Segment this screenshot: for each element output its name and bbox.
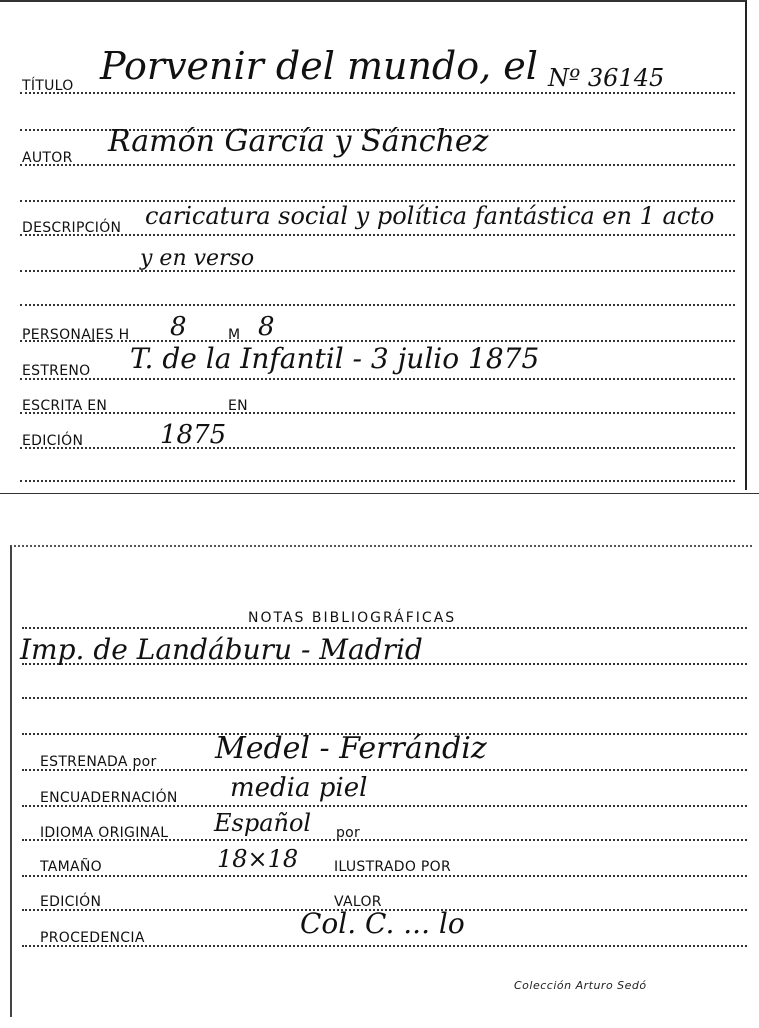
procedencia-value: Col. C. ... lo <box>300 907 465 940</box>
notas-value: Imp. de Landáburu - Madrid <box>20 633 423 666</box>
estreno-label: ESTRENO <box>22 363 91 379</box>
rule-autor <box>20 164 735 166</box>
personajes-m-label: M <box>228 327 241 343</box>
titulo-label: TÍTULO <box>22 78 74 94</box>
autor-value: Ramón García y Sánchez <box>108 124 489 159</box>
coleccion-stamp: Colección Arturo Sedó <box>514 979 647 992</box>
tamano-label: TAMAÑO <box>40 859 102 875</box>
numero-value: Nº 36145 <box>548 64 665 92</box>
card-separator <box>0 493 759 494</box>
idioma-label: IDIOMA ORIGINAL <box>40 825 169 841</box>
personajes-h-value: 8 <box>170 312 187 342</box>
rule-tamano <box>22 875 747 877</box>
rule-estreno <box>20 378 735 380</box>
rule-titulo <box>20 92 735 94</box>
descripcion-label: DESCRIPCIÓN <box>22 220 122 236</box>
personajes-m-value: 8 <box>258 312 275 342</box>
rule-blank-1 <box>22 697 747 699</box>
descripcion-value-line1: caricatura social y política fantástica en 1 acto <box>145 202 715 230</box>
encuadernacion-value: media piel <box>230 773 368 803</box>
estrenada-value: Medel - Ferrándiz <box>215 731 487 766</box>
descripcion-value-line2: y en verso <box>140 246 255 271</box>
valor-label: VALOR <box>334 894 382 910</box>
rule-escrita <box>20 412 735 414</box>
rule-notas <box>22 627 747 629</box>
rule-descripcion <box>20 234 735 236</box>
rule-bottom <box>20 480 735 482</box>
personajes-label: PERSONAJES H <box>22 327 130 343</box>
idioma-value: Español <box>214 809 312 837</box>
procedencia-label: PROCEDENCIA <box>40 930 145 946</box>
rule-edicion <box>20 447 735 449</box>
autor-label: AUTOR <box>22 150 73 166</box>
edicion-value: 1875 <box>160 420 227 450</box>
idioma-por-label: por <box>336 825 361 841</box>
catalog-card-top <box>0 0 747 490</box>
titulo-value: Porvenir del mundo, el <box>100 44 538 88</box>
escrita-label: ESCRITA EN <box>22 398 108 414</box>
rule-descripcion-2 <box>20 270 735 272</box>
estrenada-label: ESTRENADA por <box>40 754 157 770</box>
escrita-en-label: EN <box>228 398 248 414</box>
edicion-b-label: EDICIÓN <box>40 894 102 910</box>
catalog-card-bottom <box>10 545 752 1017</box>
notas-label: NOTAS BIBLIOGRÁFICAS <box>248 610 457 626</box>
ilustrado-label: ILUSTRADO POR <box>334 859 451 875</box>
edicion-label: EDICIÓN <box>22 433 84 449</box>
estreno-value: T. de la Infantil - 3 julio 1875 <box>130 342 540 375</box>
rule-line7 <box>20 304 735 306</box>
encuadernacion-label: ENCUADERNACIÓN <box>40 790 178 806</box>
tamano-value: 18×18 <box>217 845 299 873</box>
